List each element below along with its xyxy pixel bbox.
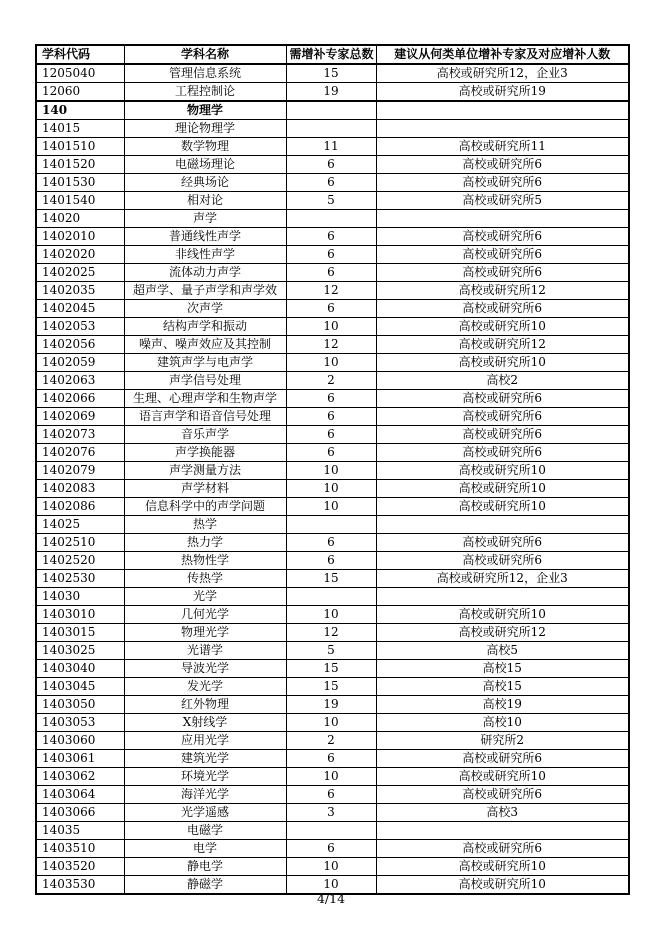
cell-name: 工程控制论 xyxy=(124,83,286,102)
cell-suggestion: 高校3 xyxy=(376,804,629,822)
cell-code: 14030 xyxy=(36,588,124,606)
cell-count xyxy=(286,101,376,120)
cell-name: 传热学 xyxy=(124,570,286,588)
cell-count xyxy=(286,120,376,138)
cell-count: 3 xyxy=(286,804,376,822)
cell-name: 语言声学和语音信号处理 xyxy=(124,408,286,426)
cell-code: 1205040 xyxy=(36,64,124,83)
table-row xyxy=(36,246,629,264)
table-row xyxy=(36,822,629,840)
cell-count: 11 xyxy=(286,138,376,156)
cell-suggestion: 高校或研究所6 xyxy=(376,390,629,408)
cell-suggestion xyxy=(376,101,629,120)
cell-suggestion: 高校或研究所6 xyxy=(376,534,629,552)
cell-count: 6 xyxy=(286,408,376,426)
cell-name: 热物性学 xyxy=(124,552,286,570)
cell-name: 噪声、噪声效应及其控制 xyxy=(124,336,286,354)
cell-name: 光学遥感 xyxy=(124,804,286,822)
cell-count: 6 xyxy=(286,228,376,246)
cell-name: 超声学、量子声学和声学效 xyxy=(124,282,286,300)
cell-code: 12060 xyxy=(36,83,124,102)
cell-count: 6 xyxy=(286,390,376,408)
cell-name: 物理学 xyxy=(124,101,286,120)
cell-name: 应用光学 xyxy=(124,732,286,750)
cell-count: 10 xyxy=(286,480,376,498)
table-row xyxy=(36,840,629,858)
table-row xyxy=(36,480,629,498)
table-row xyxy=(36,768,629,786)
cell-name: 流体动力声学 xyxy=(124,264,286,282)
page-number: 4/14 xyxy=(316,891,346,906)
cell-count: 15 xyxy=(286,678,376,696)
cell-count: 6 xyxy=(286,300,376,318)
cell-suggestion: 高校或研究所12 xyxy=(376,624,629,642)
table-row xyxy=(36,660,629,678)
cell-count: 6 xyxy=(286,246,376,264)
cell-count: 19 xyxy=(286,696,376,714)
cell-code: 1402520 xyxy=(36,552,124,570)
cell-name: 音乐声学 xyxy=(124,426,286,444)
cell-suggestion: 高校或研究所6 xyxy=(376,444,629,462)
cell-code: 140 xyxy=(36,101,124,120)
cell-count: 15 xyxy=(286,64,376,83)
cell-name: 静电学 xyxy=(124,858,286,876)
cell-code: 1403530 xyxy=(36,876,124,895)
cell-suggestion: 高校或研究所6 xyxy=(376,426,629,444)
cell-suggestion xyxy=(376,210,629,228)
cell-name: 相对论 xyxy=(124,192,286,210)
cell-suggestion xyxy=(376,120,629,138)
cell-code: 1403066 xyxy=(36,804,124,822)
table-row xyxy=(36,156,629,174)
cell-code: 14020 xyxy=(36,210,124,228)
cell-code: 1402035 xyxy=(36,282,124,300)
cell-suggestion: 高校或研究所10 xyxy=(376,480,629,498)
cell-code: 1403045 xyxy=(36,678,124,696)
cell-count: 6 xyxy=(286,264,376,282)
header-subject-name: 学科名称 xyxy=(124,45,286,64)
table-row xyxy=(36,444,629,462)
cell-name: 普通线性声学 xyxy=(124,228,286,246)
cell-count: 15 xyxy=(286,660,376,678)
table-header-row xyxy=(36,45,629,64)
table-row xyxy=(36,101,629,120)
cell-code: 1403053 xyxy=(36,714,124,732)
cell-code: 1402510 xyxy=(36,534,124,552)
cell-suggestion: 高校或研究所12，企业3 xyxy=(376,64,629,83)
cell-code: 1402045 xyxy=(36,300,124,318)
cell-suggestion: 高校或研究所19 xyxy=(376,83,629,102)
cell-name: 生理、心理声学和生物声学 xyxy=(124,390,286,408)
cell-name: 电磁学 xyxy=(124,822,286,840)
cell-name: 光学 xyxy=(124,588,286,606)
table-row xyxy=(36,264,629,282)
cell-name: 声学 xyxy=(124,210,286,228)
cell-name: 热学 xyxy=(124,516,286,534)
cell-count: 6 xyxy=(286,534,376,552)
cell-suggestion: 研究所2 xyxy=(376,732,629,750)
table-row xyxy=(36,570,629,588)
cell-name: 环境光学 xyxy=(124,768,286,786)
cell-name: 导波光学 xyxy=(124,660,286,678)
cell-count: 15 xyxy=(286,570,376,588)
cell-code: 1403062 xyxy=(36,768,124,786)
table-row xyxy=(36,390,629,408)
cell-code: 1402059 xyxy=(36,354,124,372)
cell-name: 声学换能器 xyxy=(124,444,286,462)
cell-count: 6 xyxy=(286,840,376,858)
cell-code: 1402025 xyxy=(36,264,124,282)
cell-count: 10 xyxy=(286,606,376,624)
table-row xyxy=(36,786,629,804)
cell-code: 1403064 xyxy=(36,786,124,804)
cell-suggestion: 高校或研究所6 xyxy=(376,750,629,768)
cell-suggestion: 高校或研究所11 xyxy=(376,138,629,156)
cell-name: 结构声学和振动 xyxy=(124,318,286,336)
table-row xyxy=(36,354,629,372)
cell-suggestion: 高校或研究所6 xyxy=(376,228,629,246)
table-row xyxy=(36,192,629,210)
cell-code: 14025 xyxy=(36,516,124,534)
cell-suggestion xyxy=(376,822,629,840)
cell-suggestion: 高校5 xyxy=(376,642,629,660)
table-row xyxy=(36,588,629,606)
table-row xyxy=(36,318,629,336)
cell-count: 10 xyxy=(286,354,376,372)
discipline-expert-table xyxy=(35,44,630,895)
cell-suggestion: 高校19 xyxy=(376,696,629,714)
cell-count: 10 xyxy=(286,768,376,786)
cell-code: 1402076 xyxy=(36,444,124,462)
cell-suggestion xyxy=(376,588,629,606)
cell-suggestion: 高校2 xyxy=(376,372,629,390)
cell-name: 理论物理学 xyxy=(124,120,286,138)
cell-code: 1402056 xyxy=(36,336,124,354)
cell-suggestion: 高校10 xyxy=(376,714,629,732)
cell-name: 海洋光学 xyxy=(124,786,286,804)
cell-count: 6 xyxy=(286,444,376,462)
table-row xyxy=(36,732,629,750)
cell-code: 14035 xyxy=(36,822,124,840)
cell-suggestion: 高校或研究所6 xyxy=(376,264,629,282)
table-row xyxy=(36,624,629,642)
cell-suggestion: 高校或研究所12 xyxy=(376,282,629,300)
cell-count: 6 xyxy=(286,786,376,804)
cell-code: 1402530 xyxy=(36,570,124,588)
table-row xyxy=(36,678,629,696)
cell-name: 电磁场理论 xyxy=(124,156,286,174)
cell-suggestion: 高校或研究所6 xyxy=(376,786,629,804)
cell-count: 2 xyxy=(286,372,376,390)
cell-suggestion: 高校或研究所10 xyxy=(376,354,629,372)
cell-name: 几何光学 xyxy=(124,606,286,624)
cell-suggestion: 高校或研究所6 xyxy=(376,156,629,174)
table-row xyxy=(36,714,629,732)
cell-suggestion: 高校或研究所6 xyxy=(376,246,629,264)
cell-code: 1402053 xyxy=(36,318,124,336)
cell-suggestion: 高校或研究所6 xyxy=(376,300,629,318)
header-subject-code: 学科代码 xyxy=(36,45,124,64)
cell-code: 1403510 xyxy=(36,840,124,858)
cell-count: 10 xyxy=(286,714,376,732)
cell-name: 红外物理 xyxy=(124,696,286,714)
cell-name: 电学 xyxy=(124,840,286,858)
table-row xyxy=(36,498,629,516)
cell-code: 1402079 xyxy=(36,462,124,480)
cell-suggestion: 高校或研究所10 xyxy=(376,498,629,516)
cell-code: 1402063 xyxy=(36,372,124,390)
cell-suggestion: 高校15 xyxy=(376,660,629,678)
table-row xyxy=(36,858,629,876)
cell-count: 6 xyxy=(286,174,376,192)
cell-code: 1402010 xyxy=(36,228,124,246)
cell-name: 静磁学 xyxy=(124,876,286,895)
cell-count: 5 xyxy=(286,642,376,660)
cell-code: 1401530 xyxy=(36,174,124,192)
cell-suggestion: 高校或研究所12 xyxy=(376,336,629,354)
table-row xyxy=(36,138,629,156)
cell-count: 6 xyxy=(286,426,376,444)
cell-code: 1402066 xyxy=(36,390,124,408)
table-row xyxy=(36,750,629,768)
cell-count xyxy=(286,516,376,534)
cell-name: 光谱学 xyxy=(124,642,286,660)
cell-suggestion: 高校或研究所10 xyxy=(376,876,629,895)
cell-count: 10 xyxy=(286,858,376,876)
cell-name: 信息科学中的声学问题 xyxy=(124,498,286,516)
table-row xyxy=(36,426,629,444)
cell-count: 5 xyxy=(286,192,376,210)
cell-suggestion: 高校或研究所12，企业3 xyxy=(376,570,629,588)
cell-suggestion: 高校或研究所5 xyxy=(376,192,629,210)
cell-name: 声学信号处理 xyxy=(124,372,286,390)
cell-code: 1403060 xyxy=(36,732,124,750)
cell-name: 非线性声学 xyxy=(124,246,286,264)
table-row xyxy=(36,228,629,246)
cell-name: 管理信息系统 xyxy=(124,64,286,83)
cell-name: 经典场论 xyxy=(124,174,286,192)
cell-code: 1402073 xyxy=(36,426,124,444)
table-row xyxy=(36,462,629,480)
table-row xyxy=(36,336,629,354)
cell-count: 2 xyxy=(286,732,376,750)
cell-count: 10 xyxy=(286,498,376,516)
table-row xyxy=(36,606,629,624)
cell-code: 14015 xyxy=(36,120,124,138)
cell-code: 1403061 xyxy=(36,750,124,768)
cell-name: 建筑光学 xyxy=(124,750,286,768)
cell-code: 1402020 xyxy=(36,246,124,264)
cell-suggestion: 高校或研究所10 xyxy=(376,606,629,624)
cell-suggestion: 高校或研究所10 xyxy=(376,462,629,480)
cell-suggestion: 高校或研究所10 xyxy=(376,768,629,786)
cell-count: 6 xyxy=(286,156,376,174)
cell-count: 10 xyxy=(286,318,376,336)
cell-suggestion: 高校或研究所6 xyxy=(376,840,629,858)
table-row xyxy=(36,120,629,138)
cell-code: 1402086 xyxy=(36,498,124,516)
cell-code: 1401540 xyxy=(36,192,124,210)
table-row xyxy=(36,696,629,714)
cell-code: 1401510 xyxy=(36,138,124,156)
cell-suggestion: 高校或研究所10 xyxy=(376,318,629,336)
cell-name: 热力学 xyxy=(124,534,286,552)
cell-suggestion: 高校15 xyxy=(376,678,629,696)
table-row xyxy=(36,534,629,552)
table-body xyxy=(36,64,629,894)
table-row xyxy=(36,210,629,228)
header-expert-total: 需增补专家总数 xyxy=(286,45,376,64)
cell-count xyxy=(286,210,376,228)
table-row xyxy=(36,64,629,83)
table-row xyxy=(36,300,629,318)
cell-name: 声学材料 xyxy=(124,480,286,498)
cell-name: 发光学 xyxy=(124,678,286,696)
table-row xyxy=(36,552,629,570)
cell-count: 12 xyxy=(286,282,376,300)
cell-code: 1403520 xyxy=(36,858,124,876)
table-row xyxy=(36,83,629,102)
cell-name: 数学物理 xyxy=(124,138,286,156)
cell-suggestion: 高校或研究所6 xyxy=(376,408,629,426)
cell-count: 12 xyxy=(286,624,376,642)
cell-suggestion: 高校或研究所6 xyxy=(376,174,629,192)
table-row xyxy=(36,408,629,426)
cell-name: 物理光学 xyxy=(124,624,286,642)
cell-code: 1403040 xyxy=(36,660,124,678)
header-suggested-units: 建议从何类单位增补专家及对应增补人数 xyxy=(376,45,629,64)
cell-count: 12 xyxy=(286,336,376,354)
cell-name: 建筑声学与电声学 xyxy=(124,354,286,372)
cell-count: 10 xyxy=(286,876,376,895)
cell-suggestion: 高校或研究所10 xyxy=(376,858,629,876)
table-row xyxy=(36,516,629,534)
cell-code: 1403015 xyxy=(36,624,124,642)
cell-name: X射线学 xyxy=(124,714,286,732)
cell-name: 声学测量方法 xyxy=(124,462,286,480)
cell-code: 1403025 xyxy=(36,642,124,660)
table-row xyxy=(36,282,629,300)
cell-count: 6 xyxy=(286,750,376,768)
cell-code: 1402083 xyxy=(36,480,124,498)
cell-count: 6 xyxy=(286,552,376,570)
table-row xyxy=(36,804,629,822)
cell-suggestion xyxy=(376,516,629,534)
table-row xyxy=(36,174,629,192)
cell-code: 1403050 xyxy=(36,696,124,714)
cell-code: 1401520 xyxy=(36,156,124,174)
cell-count xyxy=(286,588,376,606)
table-row xyxy=(36,372,629,390)
cell-code: 1402069 xyxy=(36,408,124,426)
cell-suggestion: 高校或研究所6 xyxy=(376,552,629,570)
cell-count: 10 xyxy=(286,462,376,480)
cell-count: 19 xyxy=(286,83,376,102)
cell-count xyxy=(286,822,376,840)
table-row xyxy=(36,642,629,660)
cell-name: 次声学 xyxy=(124,300,286,318)
cell-code: 1403010 xyxy=(36,606,124,624)
